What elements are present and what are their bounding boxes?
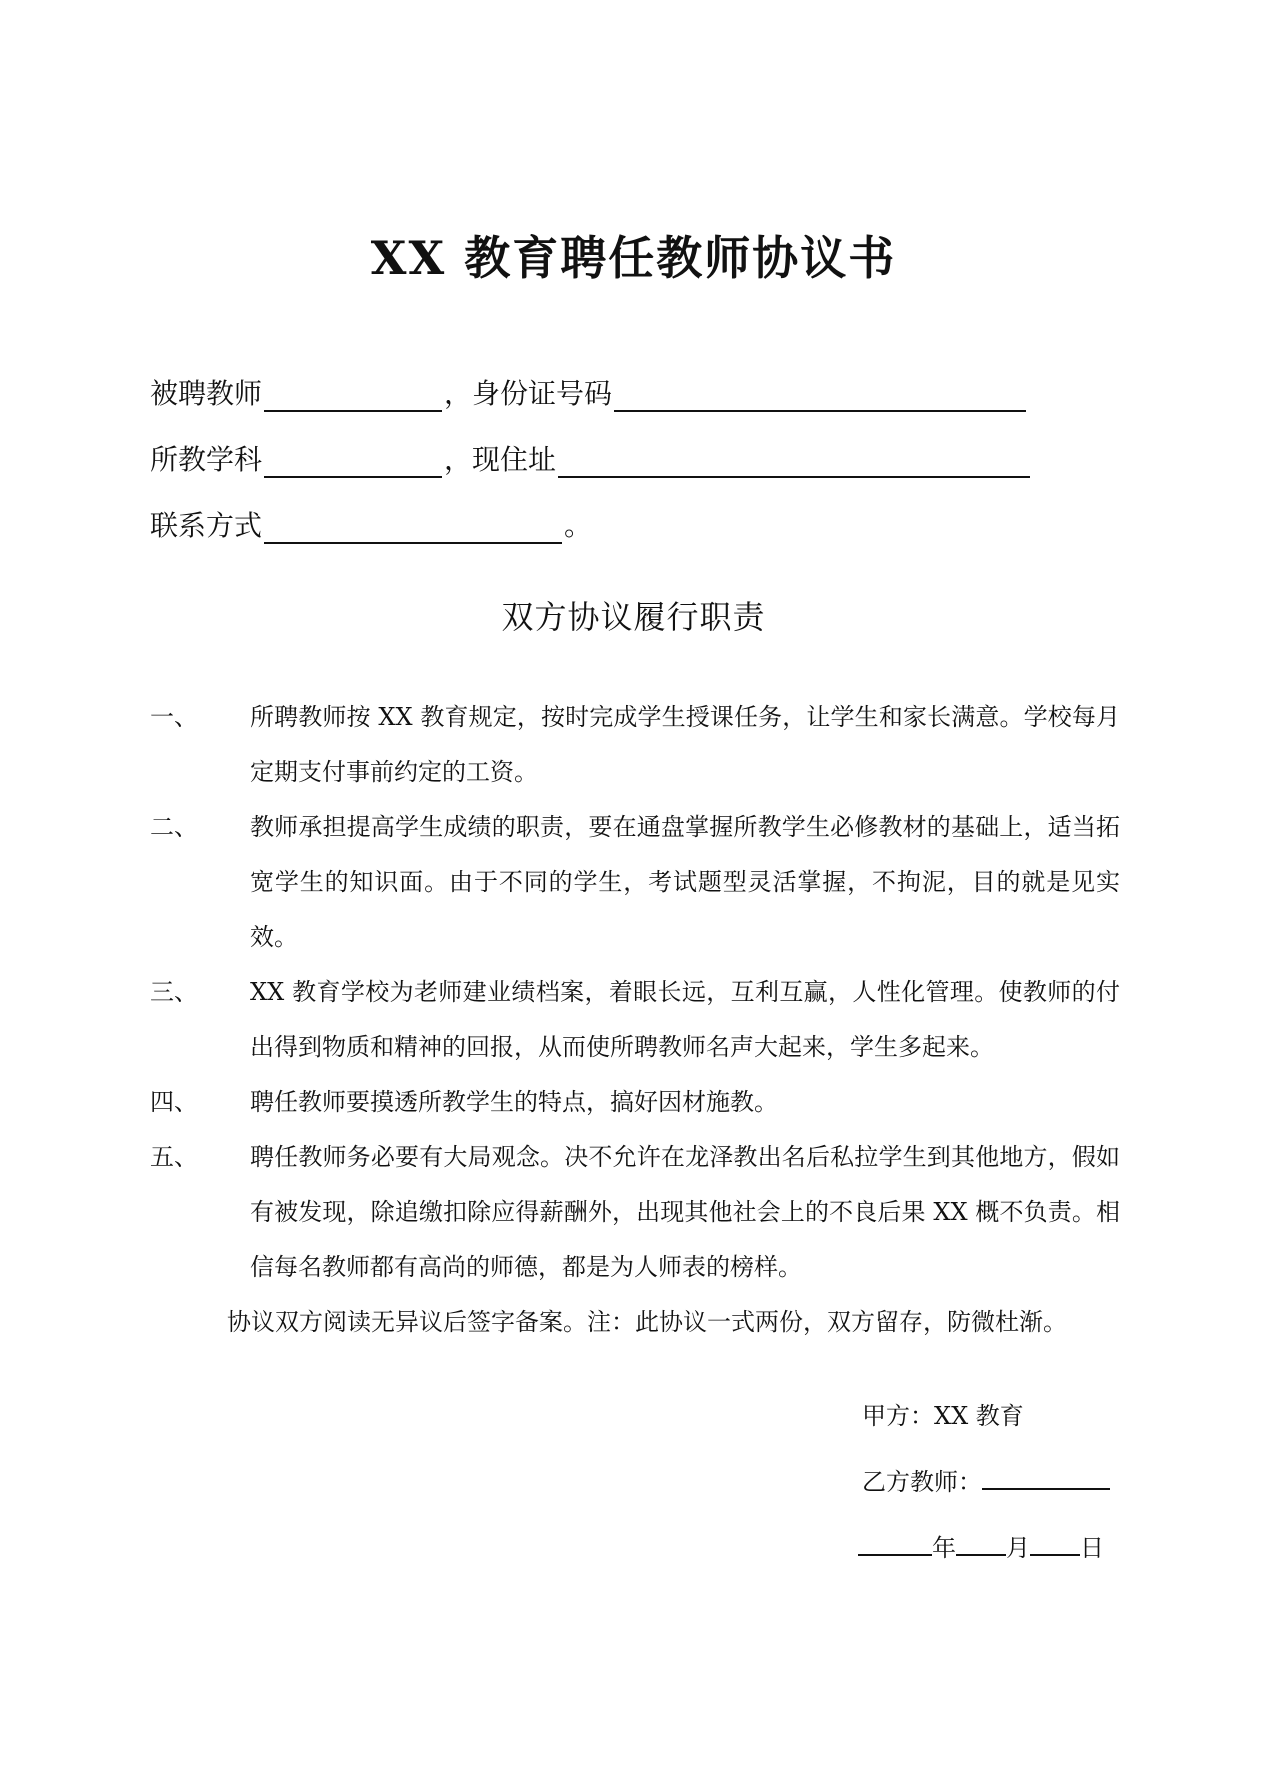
year-blank[interactable] — [858, 1530, 932, 1556]
clause-text: 聘任教师务必要有大局观念。决不允许在龙泽教出名后私拉学生到其他地方，假如有被发现，除追缴扣除应得薪酬外，出现其他社会上的不良后果 XX 概不负责。相信每名教师都有高尚的师德，都是为人师表的榜样。 — [250, 1143, 1120, 1281]
party-b-row — [862, 1462, 1110, 1497]
contact-end-mark: 。 — [564, 509, 593, 542]
teacher-name-blank[interactable] — [264, 380, 442, 412]
subject-address-row — [150, 434, 1032, 478]
clause-3 — [150, 965, 1120, 1075]
year-label: 年 — [932, 1534, 956, 1562]
section-heading: 双方协议履行职责 — [501, 598, 766, 636]
address-blank[interactable] — [558, 446, 1030, 478]
day-blank[interactable] — [1030, 1530, 1080, 1556]
party-b-signature-blank[interactable] — [982, 1464, 1110, 1490]
clause-number: 三、 — [150, 978, 198, 1006]
closing-statement: 协议双方阅读无异议后签字备案。注：此协议一式两份，双方留存，防微杜渐。 — [227, 1308, 1067, 1336]
month-blank[interactable] — [956, 1530, 1006, 1556]
date-row — [858, 1528, 1104, 1563]
address-label: ，现住址 — [444, 443, 557, 476]
clause-5 — [150, 1130, 1120, 1295]
clause-text: XX 教育学校为老师建业绩档案，着眼长远，互利互赢，人性化管理。使教师的付出得到物质和精神的回报，从而使所聘教师名声大起来，学生多起来。 — [250, 978, 1120, 1061]
teacher-id-row — [150, 368, 1028, 412]
id-number-label: ，身份证号码 — [444, 377, 613, 410]
id-number-blank[interactable] — [614, 380, 1026, 412]
clause-text: 所聘教师按 XX 教育规定，按时完成学生授课任务，让学生和家长满意。学校每月定期支付事前约定的工资。 — [250, 703, 1120, 786]
month-label: 月 — [1006, 1534, 1030, 1562]
clause-4 — [150, 1075, 1120, 1130]
clause-text: 教师承担提高学生成绩的职责，要在通盘掌握所教学生必修教材的基础上，适当拓宽学生的知识面。由于不同的学生，考试题型灵活掌握，不拘泥，目的就是见实效。 — [250, 813, 1120, 951]
clause-1 — [150, 690, 1120, 800]
contact-label: 联系方式 — [150, 509, 263, 542]
document-title: XX 教育聘任教师协议书 — [370, 231, 897, 285]
clause-number: 一、 — [150, 703, 198, 731]
subject-blank[interactable] — [264, 446, 442, 478]
contact-blank[interactable] — [264, 512, 562, 544]
clause-number: 四、 — [150, 1088, 198, 1116]
clause-number: 五、 — [150, 1143, 198, 1171]
clause-text: 聘任教师要摸透所教学生的特点，搞好因材施教。 — [250, 1088, 778, 1116]
party-a: 甲方：XX 教育 — [862, 1402, 1024, 1430]
day-label: 日 — [1080, 1534, 1104, 1562]
party-b-label: 乙方教师： — [862, 1468, 982, 1496]
clause-number: 二、 — [150, 813, 198, 841]
teacher-label: 被聘教师 — [150, 377, 263, 410]
contact-row — [150, 500, 592, 544]
clause-2 — [150, 800, 1120, 965]
subject-label: 所教学科 — [150, 443, 263, 476]
